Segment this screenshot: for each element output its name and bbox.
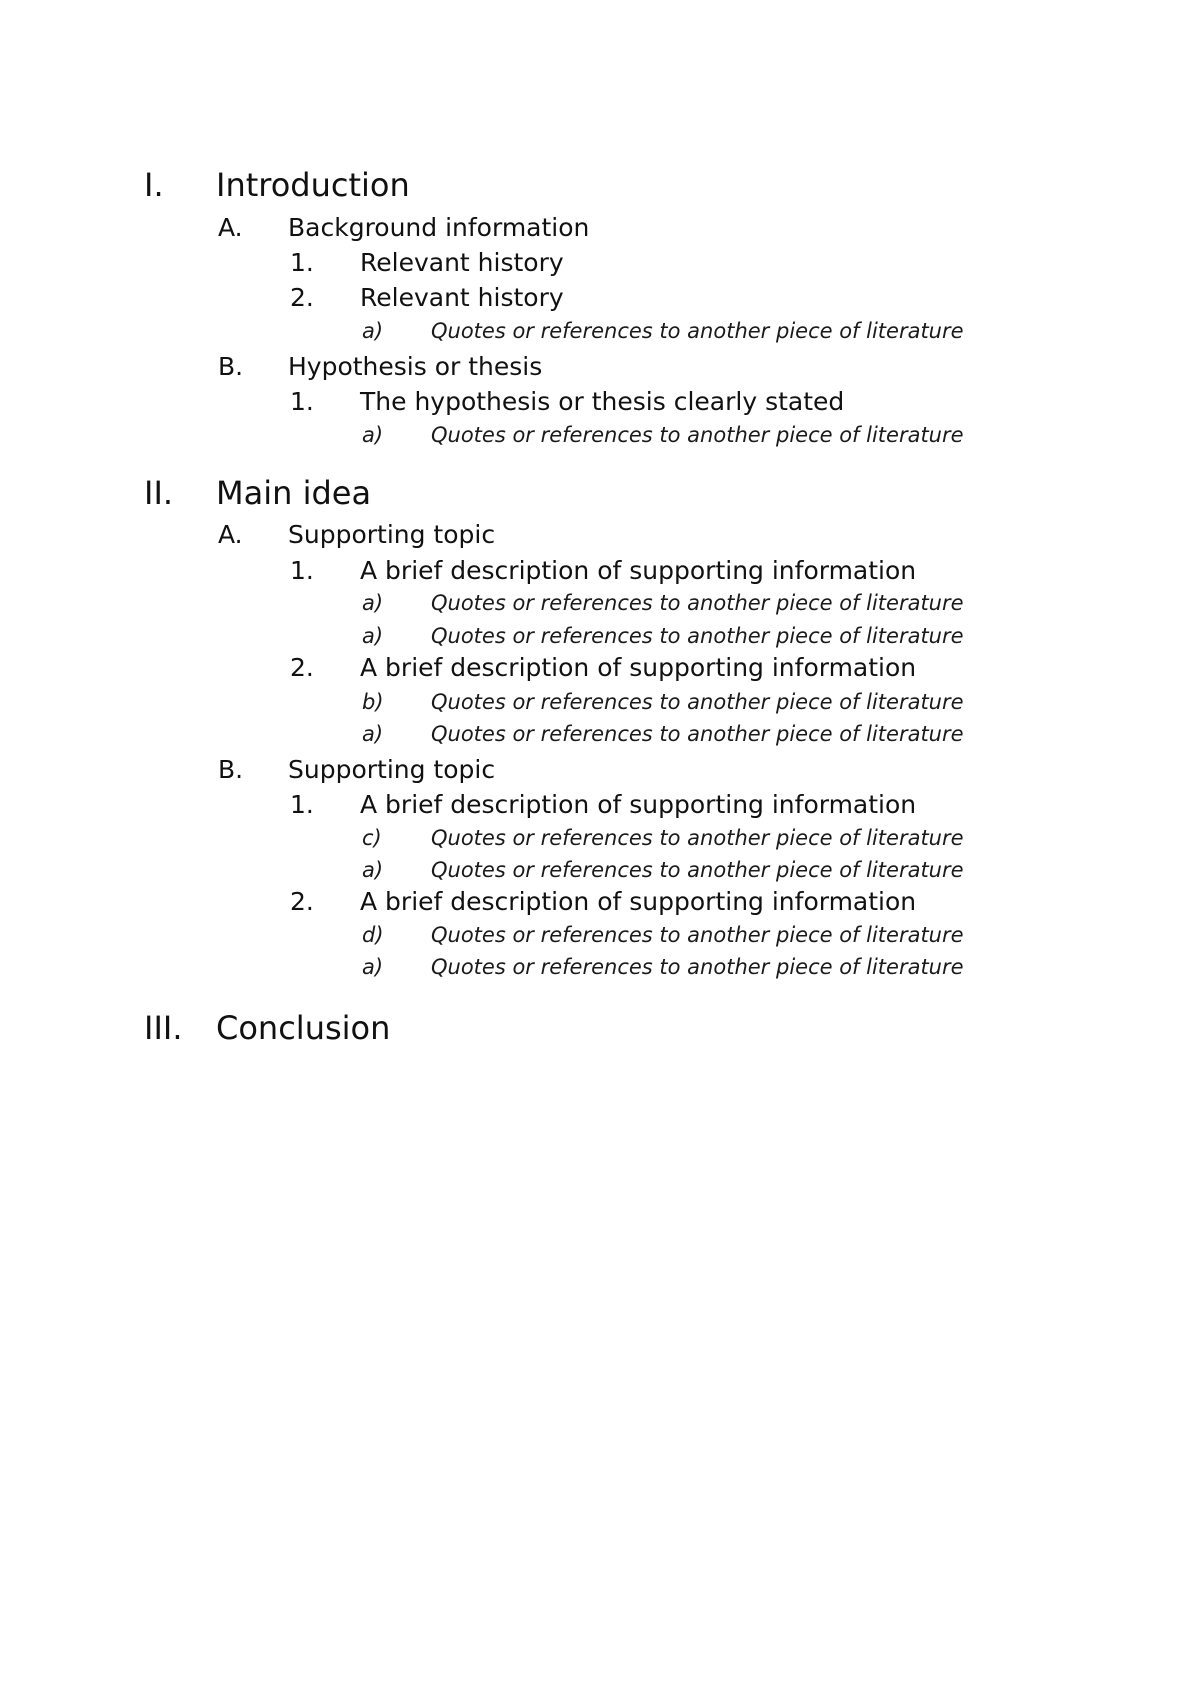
outline-number: 2. [290, 653, 314, 682]
outline-letter: A. [218, 520, 243, 549]
outline-item-label: A brief description of supporting information [360, 790, 917, 819]
outline-number: 1. [290, 790, 314, 819]
outline-sub-letter: a) [362, 423, 384, 447]
outline-section-title: Conclusion [216, 1009, 391, 1047]
outline-item-label: A brief description of supporting information [360, 653, 917, 682]
outline-sub-letter: a) [362, 955, 384, 979]
outline-item-label: The hypothesis or thesis clearly stated [360, 387, 845, 416]
outline-sub-letter: a) [362, 858, 384, 882]
outline-subitem-label: Quotes or references to another piece of literature [431, 423, 964, 447]
outline-numeral: III. [144, 1009, 183, 1047]
outline-topic-label: Supporting topic [288, 755, 496, 784]
outline-sub-letter: b) [362, 690, 384, 714]
outline-subitem-label: Quotes or references to another piece of literature [431, 858, 964, 882]
outline-subitem-label: Quotes or references to another piece of literature [431, 826, 964, 850]
outline-letter: B. [218, 755, 244, 784]
outline-section-title: Main idea [216, 474, 372, 512]
outline-topic-label: Supporting topic [288, 520, 496, 549]
outline-subitem-label: Quotes or references to another piece of literature [431, 319, 964, 343]
outline-subitem-label: Quotes or references to another piece of literature [431, 591, 964, 615]
outline-letter: B. [218, 352, 244, 381]
outline-numeral: II. [144, 474, 174, 512]
outline-section-title: Introduction [216, 166, 410, 204]
outline-subitem-label: Quotes or references to another piece of literature [431, 923, 964, 947]
outline-sub-letter: a) [362, 722, 384, 746]
outline-number: 2. [290, 887, 314, 916]
outline-sub-letter: d) [362, 923, 384, 947]
outline-subitem-label: Quotes or references to another piece of literature [431, 955, 964, 979]
outline-number: 1. [290, 556, 314, 585]
outline-topic-label: Hypothesis or thesis [288, 352, 543, 381]
outline-sub-letter: a) [362, 319, 384, 343]
outline-sub-letter: c) [362, 826, 382, 850]
outline-numeral: I. [144, 166, 164, 204]
outline-topic-label: Background information [288, 213, 590, 242]
outline-subitem-label: Quotes or references to another piece of literature [431, 690, 964, 714]
outline-subitem-label: Quotes or references to another piece of literature [431, 722, 964, 746]
outline-item-label: Relevant history [360, 248, 564, 277]
outline-item-label: Relevant history [360, 283, 564, 312]
outline-number: 1. [290, 387, 314, 416]
outline-number: 2. [290, 283, 314, 312]
outline-number: 1. [290, 248, 314, 277]
outline-subitem-label: Quotes or references to another piece of literature [431, 624, 964, 648]
outline-letter: A. [218, 213, 243, 242]
outline-sub-letter: a) [362, 624, 384, 648]
outline-sub-letter: a) [362, 591, 384, 615]
outline-item-label: A brief description of supporting information [360, 887, 917, 916]
outline-item-label: A brief description of supporting information [360, 556, 917, 585]
